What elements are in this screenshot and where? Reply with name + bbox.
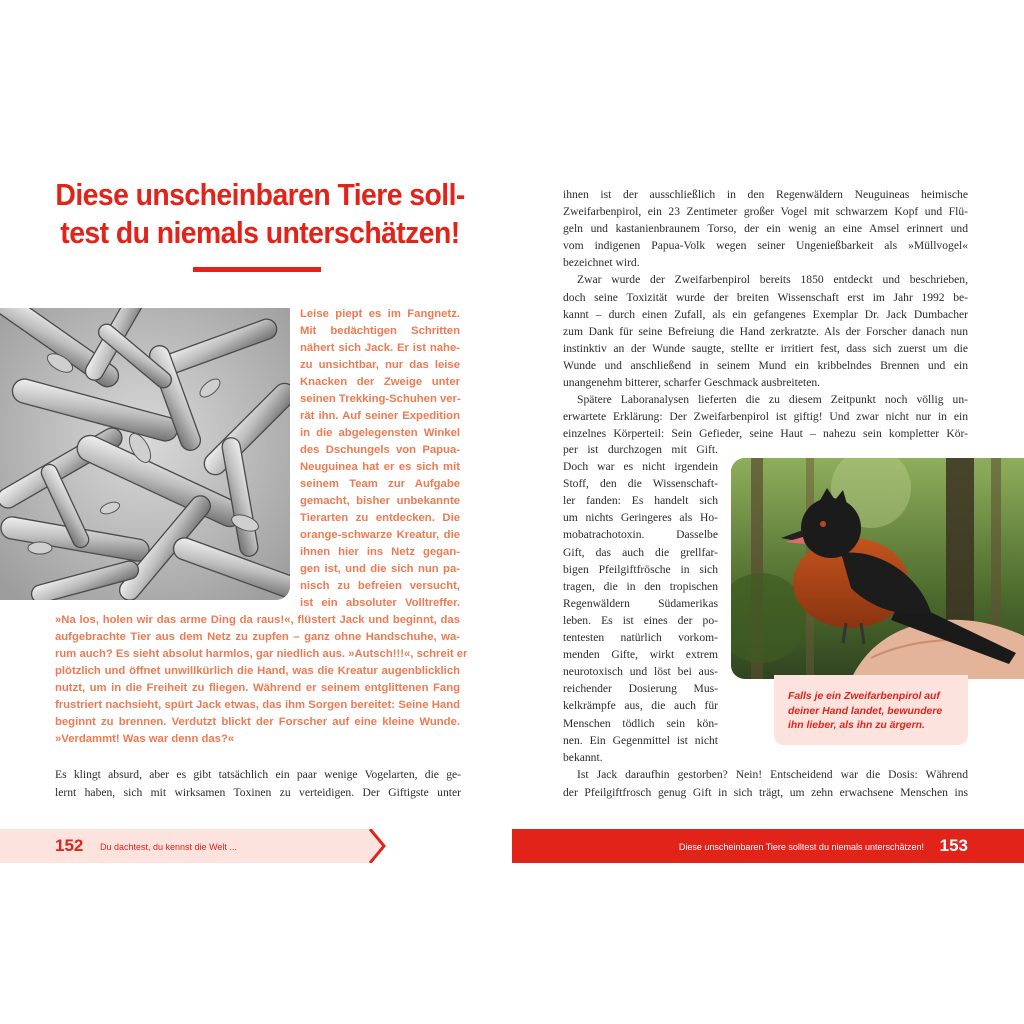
story-line: ihnen hier ins Netz gegan-	[300, 546, 460, 558]
story-line: nutzt, um in die Freiheit zu fliegen. Während er seinem entglittenen Fang	[55, 682, 460, 694]
story-line: beginnt zu brennen. Verdutzt blickt der Forscher auf eine kleine Wunde.	[55, 716, 460, 728]
story-line: plötzlich und öffnet unwillkürlich die Hand, was die Kreatur augenblicklich	[55, 665, 460, 677]
page-number: 152	[55, 836, 84, 855]
body-line: einzelnes Körperteil: Sein Gefieder, seine Haut – nahezu sein kompletter Kör-	[563, 427, 968, 441]
story-line: aufgebrachte Tier aus dem Netz zu zupfen – ganz ohne Handschuhe, wa-	[55, 631, 460, 643]
body-line: ler fanden: Es handelt sich	[563, 494, 718, 508]
body-line: geln und kastanienbraunem Torso, der ein wenig an eine Amsel erinnert und	[563, 222, 968, 236]
headline-underline	[193, 267, 321, 272]
crystals-image	[0, 308, 290, 600]
story-line: in die abgelegensten Winkel	[300, 427, 460, 439]
story-line: frustriert nachsieht, spürt Jack etwas, das ihm Sorgen bereitet: Seine Hand	[55, 699, 460, 711]
body-line: Wunde und anschließend in seinem Mund ein kribbelndes Brennen und ein	[563, 358, 968, 372]
caption-line: Falls je ein Zweifarbenpirol auf	[788, 691, 940, 702]
story-line: rät ihn. Auf seiner Expedition	[300, 410, 460, 422]
body-line: Spätere Laboranalysen lieferten die zu diesem Zeitpunkt noch völlig un-	[577, 393, 968, 407]
body-line: mobatrachotoxin. Dasselbe	[563, 528, 718, 542]
body-line: nen. Ein Gegenmittel ist nicht	[563, 733, 718, 747]
page-number: 153	[939, 836, 968, 855]
story-intro-wide	[55, 612, 468, 748]
story-line: gemacht, bisher unbekannte	[300, 495, 460, 507]
body-line: tragen, die in den tropischen	[563, 579, 718, 593]
story-line: Mit bedächtigen Schritten	[300, 325, 460, 337]
body-line: Regenwäldern Südamerikas	[563, 596, 718, 610]
body-line: Zwar wurde der Zweifarbenpirol bereits 1850 entdeckt und beschrieben,	[577, 273, 968, 287]
body-line: Es klingt absurd, aber es gibt tatsächlich ein paar wenige Vogelarten, die ge-	[55, 768, 461, 781]
story-intro-narrow	[300, 306, 460, 612]
story-line: zu unsichtbar, nur das leise	[300, 359, 460, 371]
body-line: leben. Es ist eines der po-	[563, 613, 718, 627]
body-line: ihnen ist der ausschließlich in den Regenwäldern Neuguineas heimische	[563, 188, 968, 201]
story-line: nähert sich Jack. Er ist nahe-	[300, 342, 460, 354]
running-head: Du dachtest, du kennst die Welt ...	[100, 842, 237, 852]
story-line: »Na los, holen wir das arme Ding da raus!«, flüstert Jack und beginnt, das	[55, 614, 460, 626]
body-line: menden Gifte, wirkt extrem	[563, 648, 718, 662]
body-line: Doch war es nicht irgendein	[563, 460, 718, 474]
body-line: neurotoxisch und löst bei aus-	[563, 665, 718, 679]
body-line: Menschen tödlich sein kön-	[563, 716, 718, 730]
story-line: seinem Team zur Aufgabe	[300, 478, 460, 490]
story-line: nisch zu befreien versucht,	[300, 580, 460, 592]
story-line: seinen Trekking-Schuhen ver-	[300, 393, 461, 405]
headline-line: Diese unscheinbaren Tiere soll-	[55, 178, 465, 212]
caption-line: deiner Hand landet, bewundere	[788, 705, 943, 717]
story-line: Tierarten zu entdecken. Die	[300, 512, 460, 524]
body-line: Ist Jack daraufhin gestorben? Nein! Entscheidend war die Dosis: Während	[577, 768, 968, 781]
body-line: lernt haben, sich mit wirksamen Toxinen zu verteidigen. Der Giftigste unter	[55, 785, 461, 799]
story-line: orange-schwarze Kreatur, die	[300, 529, 460, 541]
story-line: gen ist, und die sich nun pa-	[300, 563, 460, 575]
body-line: unangenehm bitterer, scharfer Geschmack ausbreiteten.	[563, 376, 821, 390]
story-line: rum auch? Es sieht absolut harmlos, gar niedlich aus. »Autsch!!!«, schreit er	[55, 648, 468, 660]
body-line: Zweifarbenpirol, ein 23 Zentimeter großer Vogel mit schwarzem Kopf und Flü-	[563, 205, 968, 219]
body-line: instinktiv an der Wunde saugte, stellte er irritiert fest, dass sich zuerst um die	[563, 341, 968, 355]
left-body-text	[55, 766, 461, 801]
body-line: kannt – durch einen Zufall, als ein gefangenes Exemplar Dr. Jack Dumbacher	[563, 307, 968, 321]
body-line: bekannt.	[563, 750, 603, 764]
story-line: des Dschungels von Papua-	[300, 444, 460, 456]
body-line: zum Dank für seine Befreiung die Hand zerkratzte. Als der Forscher danach nun	[563, 324, 968, 338]
running-head: Diese unscheinbaren Tiere solltest du niemals unterschätzen!	[678, 842, 924, 852]
story-line: Neuguinea hat er es sich mit	[300, 461, 460, 473]
pitohui-bird-photo	[731, 458, 1024, 679]
chapter-headline	[55, 176, 464, 252]
story-line: ist ein absoluter Volltreffer.	[300, 597, 460, 609]
right-body-text-bottom	[563, 766, 968, 801]
photo-caption-box	[774, 675, 968, 745]
body-line: kelkrämpfe aus, die auch für	[563, 699, 718, 713]
body-line: um nichts Geringeres als Ho-	[563, 511, 718, 525]
body-line: bezeichnet wird.	[563, 256, 640, 270]
body-line: Gift, das auch die grellfar-	[563, 545, 718, 559]
body-line: erwartete Erklärung: Der Zweifarbenpirol ist giftig! Und zwar nicht nur in ein	[563, 410, 968, 424]
photo-caption	[788, 690, 960, 734]
body-line: vom indigenen Papua-Volk wegen seiner Ungenießbarkeit als »Müllvogel«	[563, 239, 968, 253]
caption-line: ihn lieber, als ihn zu ärgern.	[788, 720, 925, 731]
story-line: »Verdammt! Was war denn das?«	[55, 733, 235, 745]
story-line: Knacken der Zweige unter	[300, 376, 460, 388]
body-line: per ist durchzogen mit Gift.	[563, 443, 718, 456]
right-body-text-narrow	[563, 441, 718, 766]
story-line: Leise piept es im Fangnetz.	[300, 308, 460, 320]
body-line: der Pfeilgiftfrosch genug Gift in sich trägt, um zehn erwachsene Menschen ins	[563, 785, 968, 799]
right-body-text	[563, 186, 968, 442]
body-line: bigen Pfeilgiftfrösche in sich	[563, 562, 718, 576]
microscope-crystals-photo	[0, 308, 290, 600]
body-line: reichender Dosierung Mus-	[563, 682, 718, 696]
right-page	[512, 0, 1024, 1024]
bird-on-hand-image	[731, 458, 1024, 679]
body-line: Stoff, den die Wissenschaft-	[563, 477, 718, 491]
headline-line: test du niemals unterschätzen!	[60, 216, 460, 250]
body-line: doch seine Toxizität wurde der breiten Wissenschaft erst im Jahr 1992 be-	[563, 290, 968, 304]
body-line: tentesten natürlich vorkom-	[563, 631, 718, 645]
